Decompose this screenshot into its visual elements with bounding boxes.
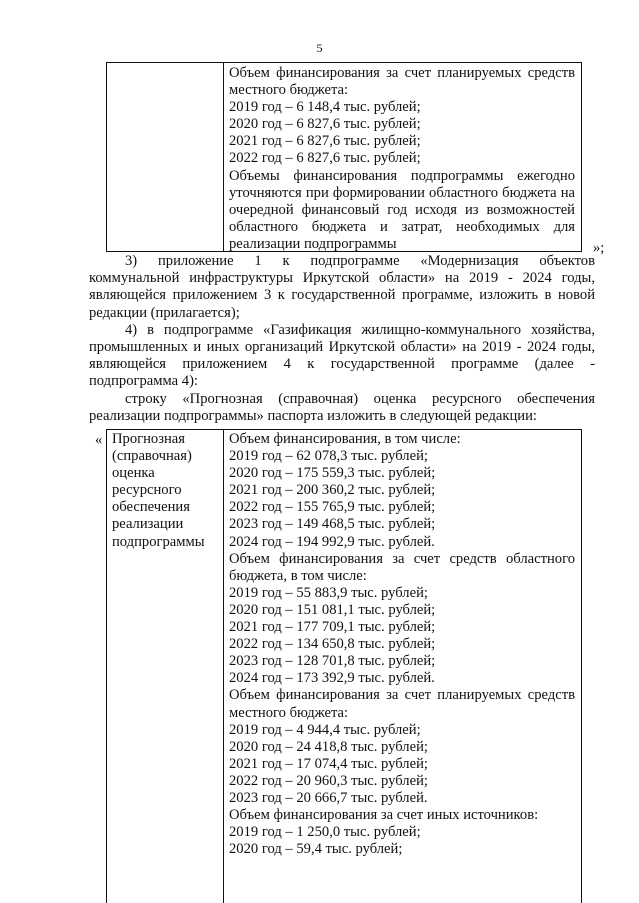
text-line: 2019 год – 1 250,0 тыс. рублей; (229, 824, 421, 841)
text-line: 2020 год – 24 418,8 тыс. рублей; (229, 738, 428, 755)
text-line: реализации подпрограммы (229, 235, 397, 252)
text-line: подпрограммы (112, 533, 205, 550)
financing-table-continuation (106, 62, 582, 252)
table2-right-cell (224, 431, 581, 858)
text-line: Объем финансирования за счет планируемых средств (229, 65, 575, 81)
text-line: 2020 год – 6 827,6 тыс. рублей; (229, 116, 421, 133)
paragraph-line: коммунальной инфраструктуры Иркутской области» на 2019 - 2024 годы, (89, 270, 595, 287)
text-line: 2021 год – 177 709,1 тыс. рублей; (229, 619, 436, 636)
text-line: Объем финансирования за счет средств областного (229, 550, 575, 567)
text-line: (справочная) (112, 448, 192, 465)
text-line: реализации (112, 516, 184, 533)
text-line: 2022 год – 155 765,9 тыс. рублей; (229, 499, 436, 516)
forecast-financing-table (106, 429, 582, 903)
text-line: 2021 год – 200 360,2 тыс. рублей; (229, 482, 436, 499)
paragraph-line: строку «Прогнозная (справочная) оценка ресурсного обеспечения (125, 390, 595, 407)
text-line: 2019 год – 6 148,4 тыс. рублей; (229, 99, 421, 116)
text-line: Прогнозная (112, 431, 185, 447)
text-line: 2019 год – 62 078,3 тыс. рублей; (229, 448, 428, 465)
text-line: Объем финансирования, в том числе: (229, 431, 461, 447)
text-line: 2023 год – 128 701,8 тыс. рублей; (229, 653, 436, 670)
text-line: 2019 год – 55 883,9 тыс. рублей; (229, 584, 428, 601)
paragraph-line: 3) приложение 1 к подпрограмме «Модернизация объектов (125, 253, 595, 269)
text-line: Объем финансирования за счет планируемых средств (229, 687, 575, 704)
text-line: 2022 год – 20 960,3 тыс. рублей; (229, 772, 428, 789)
text-line: 2020 год – 59,4 тыс. рублей; (229, 841, 403, 858)
text-line: 2024 год – 173 392,9 тыс. рублей. (229, 670, 435, 687)
text-line: 2024 год – 194 992,9 тыс. рублей. (229, 533, 435, 550)
amendment-text (89, 253, 595, 425)
text-line: 2023 год – 20 666,7 тыс. рублей. (229, 789, 428, 806)
text-line: очередной финансовый год исходя из возможностей (229, 201, 575, 218)
paragraph-line: редакции (прилагается); (89, 304, 240, 321)
text-line: бюджета, в том числе: (229, 567, 367, 584)
text-line: областного бюджета и затрат, необходимых для (229, 218, 575, 235)
text-line: местного бюджета: (229, 704, 349, 721)
text-line: 2021 год – 17 074,4 тыс. рублей; (229, 755, 428, 772)
table2-row-header (107, 431, 228, 551)
paragraph-line: являющейся приложением 3 к государственной программе, изложить в новой (89, 287, 595, 304)
text-line: 2019 год – 4 944,4 тыс. рублей; (229, 721, 421, 738)
text-line: Объем финансирования за счет иных источников: (229, 807, 539, 824)
text-line: 2023 год – 149 468,5 тыс. рублей; (229, 516, 436, 533)
text-line: 2021 год – 6 827,6 тыс. рублей; (229, 133, 421, 150)
paragraph-line: подпрограмма 4): (89, 373, 198, 390)
text-line: уточняются при формировании областного бюджета на (229, 184, 575, 201)
text-line: 2020 год – 175 559,3 тыс. рублей; (229, 465, 436, 482)
text-line: ресурсного (112, 482, 182, 499)
text-line: Объемы финансирования подпрограммы ежегодно (229, 167, 575, 184)
text-line: 2020 год – 151 081,1 тыс. рублей; (229, 601, 436, 618)
paragraph-line: 4) в подпрограмме «Газификация жилищно-коммунального хозяйства, (125, 321, 595, 338)
table1-right-cell (224, 65, 581, 253)
text-line: местного бюджета: (229, 82, 349, 99)
paragraph-line: реализации подпрограммы» паспорта изложить в следующей редакции: (89, 407, 537, 424)
page-number: 5 (316, 41, 323, 55)
text-line: оценка (112, 465, 155, 482)
closing-quote-mark: »; (593, 240, 605, 256)
paragraph-line: являющейся приложением 4 к государственной программе (далее - (89, 356, 595, 373)
text-line: 2022 год – 134 650,8 тыс. рублей; (229, 636, 436, 653)
text-line: обеспечения (112, 499, 190, 516)
text-line: 2022 год – 6 827,6 тыс. рублей; (229, 150, 421, 167)
paragraph-line: промышленных и иных организаций Иркутской области» на 2019 - 2024 годы, (89, 338, 595, 355)
opening-quote-mark: « (95, 432, 103, 448)
